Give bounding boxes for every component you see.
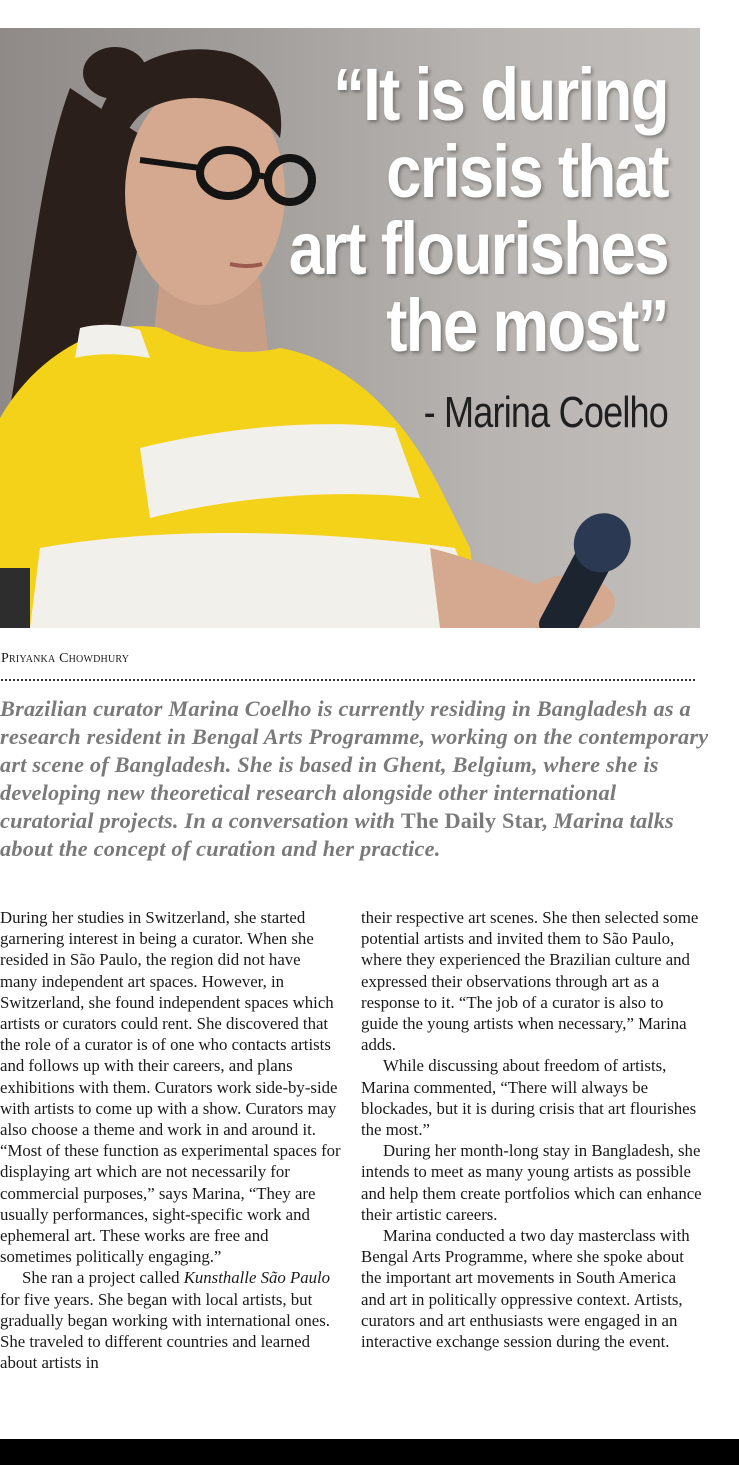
paragraph: their respective art scenes. She then selected some potential artists and invited them to São Paulo, where they experienced the Brazilian culture and expressed their observations through art as a response to it. “The job of a curator is also to guide the young artists when necessary,” Marina adds. bbox=[361, 908, 699, 1055]
pull-quote-line: crisis that bbox=[386, 130, 668, 213]
portrait-photo bbox=[0, 28, 700, 628]
pull-quote-line: “It is during bbox=[333, 53, 668, 136]
intro-text: Marina talks about the concept of curation and her practice. bbox=[0, 808, 674, 861]
quote-attribution: - Marina Coelho bbox=[423, 388, 668, 437]
pull-quote-line: the most” bbox=[386, 284, 668, 367]
intro-text: Brazilian curator Marina Coelho is currently residing in Bangladesh as a research resident in Bengal Arts Programme, working on the contemporary art scene of Bangladesh. She is based in Ghent, Belgium, where she is developing new theoretical research alongside other international curatorial projects. In a conversation with bbox=[0, 696, 709, 833]
article-column-2 bbox=[361, 907, 703, 1352]
bottom-bar bbox=[0, 1439, 739, 1465]
paragraph bbox=[0, 1267, 342, 1373]
publication-name: The Daily Star, bbox=[400, 808, 548, 833]
article-intro bbox=[0, 695, 712, 863]
paragraph-text: for five years. She began with local artists, but gradually began working with international ones. She traveled to different countries and learned about artists in bbox=[0, 1289, 330, 1373]
author-byline: Priyanka Chowdhury bbox=[1, 651, 130, 666]
paragraph: During her month-long stay in Bangladesh, she intends to meet as many young artists as possible and help them create portfolios which can enhance their artistic careers. bbox=[361, 1141, 702, 1224]
pull-quote-line: art flourishes bbox=[288, 207, 668, 290]
paragraph-text: She ran a project called bbox=[22, 1268, 184, 1288]
dotted-divider bbox=[1, 679, 695, 681]
paragraph: While discussing about freedom of artists, Marina commented, “There will always be blockades, but it is during crisis that art flourishes the most.” bbox=[361, 1056, 697, 1140]
paragraph: During her studies in Switzerland, she started garnering interest in being a curator. When she resided in São Paulo, the region did not have many independent art spaces. However, in Switzerland, she found independent spaces which artists or curators could rent. She discovered that the role of a curator is of one who contacts artists and follows up with their careers, and plans exhibitions with them. Curators work side-by-side with artists to come up with a show. Curators may also choose a theme and work in and around it. “Most of these function as experimental spaces for displaying art which are not necessarily for commercial purposes,” says Marina, “They are usually performances, sight-specific work and ephemeral art. These works are free and sometimes politically engaging.” bbox=[0, 908, 341, 1267]
project-title: Kunsthalle São Paulo bbox=[183, 1268, 331, 1288]
article-column-1 bbox=[0, 907, 342, 1373]
paragraph: Marina conducted a two day masterclass with Bengal Arts Programme, where she spoke about the important art movements in South America and art in politically oppressive context. Artists, curators and art enthusiasts were engaged in an interactive exchange session during the event. bbox=[361, 1226, 690, 1352]
pull-quote bbox=[288, 53, 668, 367]
